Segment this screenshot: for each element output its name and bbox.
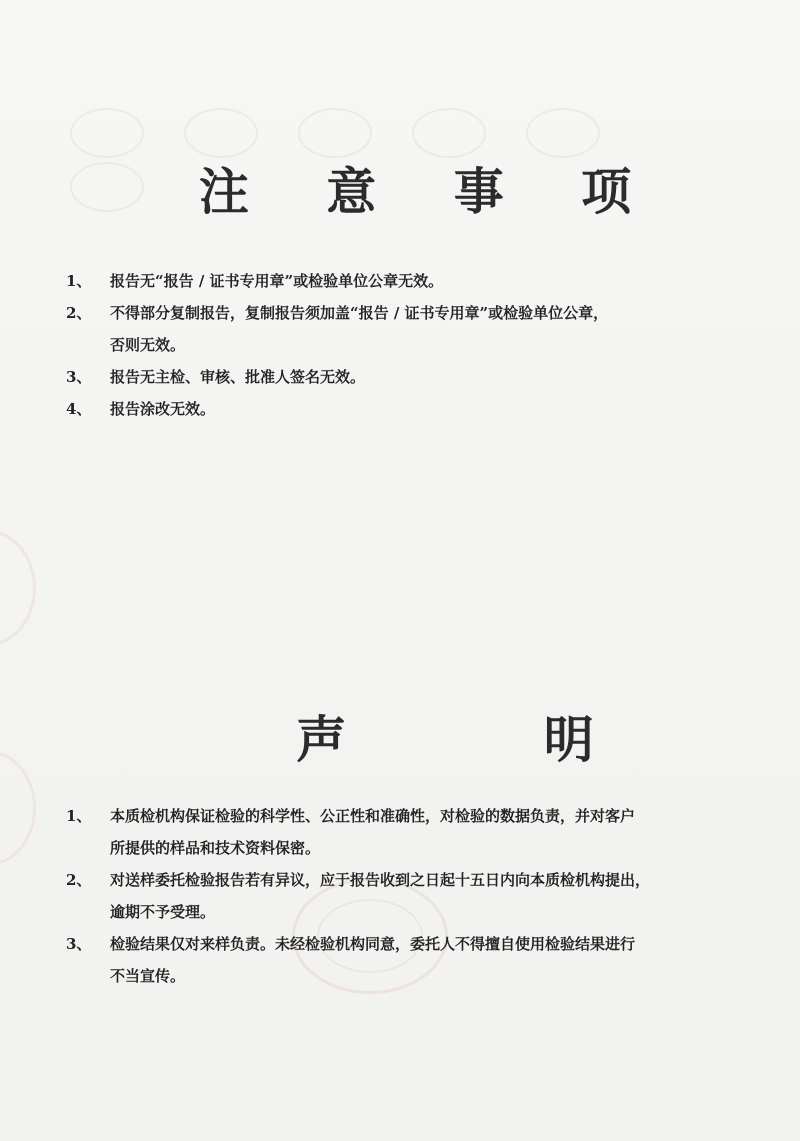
notice-item-1 (66, 265, 746, 297)
item-number: 2、 (66, 871, 92, 889)
notice-item-4 (66, 393, 746, 425)
declaration-list (66, 800, 746, 992)
item-number: 4、 (66, 400, 92, 418)
item-number: 3、 (66, 935, 92, 953)
item-text: 报告无主检、审核、批准人签名无效。 (110, 368, 366, 386)
item-text: 报告无“报告 / 证书专用章”或检验单位公章无效。 (110, 272, 444, 290)
item-number: 1、 (66, 807, 92, 825)
item-number: 1、 (66, 272, 92, 290)
item-text: 本质检机构保证检验的科学性、公正性和准确性，对检验的数据负责，并对客户 (110, 807, 636, 825)
item-text-continued: 逾期不予受理。 (110, 903, 216, 921)
item-text-continued: 不当宣传。 (110, 967, 186, 985)
item-text-continued: 所提供的样品和技术资料保密。 (110, 839, 321, 857)
declaration-title: 声 明 (296, 711, 684, 769)
item-text-continued: 否则无效。 (110, 336, 186, 354)
notice-list (66, 265, 746, 425)
notice-item-3 (66, 361, 746, 393)
item-text: 对送样委托检验报告若有异议，应于报告收到之日起十五日内向本质检机构提出， (110, 871, 651, 889)
declaration-item-2 (66, 864, 746, 928)
faint-stamp-left-upper (0, 530, 36, 646)
notice-item-2 (66, 297, 746, 361)
declaration-item-3 (66, 928, 746, 992)
declaration-item-1 (66, 800, 746, 864)
item-number: 2、 (66, 304, 92, 322)
notice-title: 注 意 事 项 (198, 163, 662, 221)
item-number: 3、 (66, 368, 92, 386)
item-text: 不得部分复制报告，复制报告须加盖“报告 / 证书专用章”或检验单位公章， (110, 304, 609, 322)
item-text: 检验结果仅对来样负责。未经检验机构同意，委托人不得擅自使用检验结果进行 (110, 935, 636, 953)
item-text: 报告涂改无效。 (110, 400, 216, 418)
